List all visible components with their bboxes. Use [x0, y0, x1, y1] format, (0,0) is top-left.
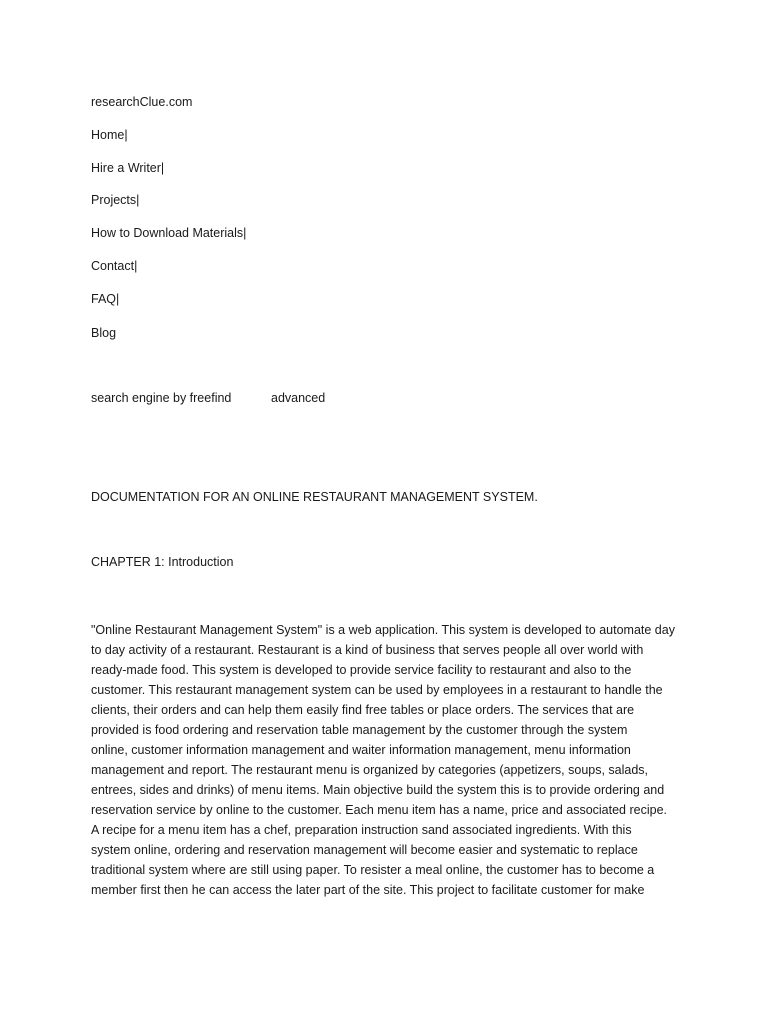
paragraph-line: entrees, sides and drinks) of menu items. Main objective build the system this is to provide ordering and — [91, 783, 665, 797]
site-name: researchClue.com — [91, 95, 193, 109]
paragraph-line: "Online Restaurant Management System" is a web application. This system is developed to automate day — [91, 623, 675, 637]
paragraph-line: to day activity of a restaurant. Restaurant is a kind of business that serves people all over world with — [91, 643, 644, 657]
paragraph-line: clients, their orders and can help them easily find free tables or place orders. The services that are — [91, 703, 635, 717]
paragraph-line: traditional system where are still using paper. To resister a meal online, the customer has to become a — [91, 863, 655, 877]
nav-projects-link[interactable]: Projects| — [91, 193, 140, 207]
paragraph-line: management and report. The restaurant menu is organized by categories (appetizers, soups, salads, — [91, 763, 649, 777]
paragraph-line: system online, ordering and reservation management will become easier and systematic to replace — [91, 843, 638, 857]
paragraph-line: member first then he can access the later part of the site. This project to facilitate customer for make — [91, 883, 645, 897]
nav-hire-writer-link[interactable]: Hire a Writer| — [91, 161, 165, 175]
chapter-heading: CHAPTER 1: Introduction — [91, 555, 234, 569]
document-title: DOCUMENTATION FOR AN ONLINE RESTAURANT MANAGEMENT SYSTEM. — [91, 490, 538, 504]
paragraph-line: ready-made food. This system is developed to provide service facility to restaurant and also to the — [91, 663, 632, 677]
nav-download-materials-link[interactable]: How to Download Materials| — [91, 226, 247, 240]
nav-blog-link[interactable]: Blog — [91, 326, 117, 340]
paragraph-line: online, customer information management and waiter information management, menu information — [91, 743, 631, 757]
paragraph-line: customer. This restaurant management system can be used by employees in a restaurant to handle the — [91, 683, 663, 697]
nav-home-link[interactable]: Home| — [91, 128, 128, 142]
paragraph-line: reservation service by online to the customer. Each menu item has a name, price and associated recipe. — [91, 803, 667, 817]
paragraph-line: provided is food ordering and reservation table management by the customer through the system — [91, 723, 628, 737]
paragraph-line: A recipe for a menu item has a chef, preparation instruction sand associated ingredients. With this — [91, 823, 632, 837]
intro-paragraph — [91, 620, 691, 900]
advanced-search-link[interactable]: advanced — [271, 391, 326, 405]
search-engine-label: search engine by freefind — [91, 391, 232, 405]
nav-contact-link[interactable]: Contact| — [91, 259, 138, 273]
nav-faq-link[interactable]: FAQ| — [91, 292, 120, 306]
